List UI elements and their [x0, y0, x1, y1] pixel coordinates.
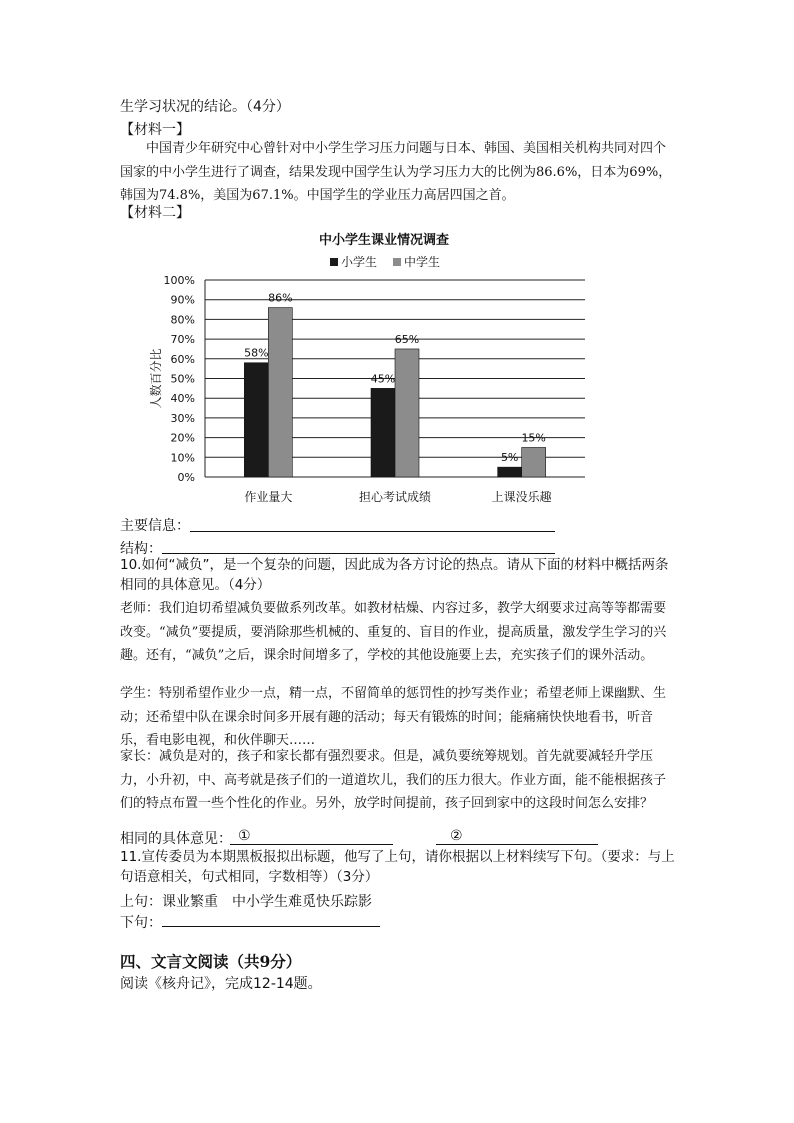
q10-answer-label: 相同的具体意见：	[120, 831, 232, 847]
y-tick-label: 60%	[170, 352, 195, 366]
top-line: 生学习状况的结论。（4分）	[120, 99, 290, 115]
x-axis-ticks	[244, 489, 551, 504]
y-tick-label: 0%	[177, 471, 195, 484]
legend-swatch-0	[330, 258, 338, 266]
bar-2-0	[498, 467, 522, 477]
y-tick-label: 30%	[170, 411, 195, 425]
q11-lower-label: 下句：	[120, 915, 162, 931]
q10-text: 10.如何“减负”，是一个复杂的问题，因此成为各方讨论的热点。请从下面的材料中概括两条相同的具体意见。（4分）	[120, 557, 669, 593]
q10-blank1-marker: ①	[238, 828, 251, 844]
chart-legend	[330, 254, 440, 269]
y-tick-label: 20%	[170, 431, 195, 445]
material1-heading: 【材料一】	[120, 122, 190, 138]
bar-value-label: 86%	[268, 291, 293, 305]
bar-value-label: 65%	[394, 332, 420, 346]
chart-title: 中小学生课业情况调查	[318, 233, 450, 248]
q10-student: 学生：特别希望作业少一点，精一点，不留简单的惩罚性的抄写类作业；希望老师上课幽默、生动；还希望中队在课余时间多开展有趣的活动；每天有锻炼的时间；能痛痛快快地看书，听音乐，看电影电视，和伙伴聊天……	[120, 686, 667, 748]
x-tick-label: 上课没乐趣	[491, 490, 552, 504]
y-tick-label: 10%	[170, 451, 195, 465]
bar-0-1	[268, 308, 292, 477]
q10-teacher: 老师：我们迫切希望减负要做系列改革。如教材枯燥、内容过多，教学大纲要求过高等等都需要改变。“减负”要提质，要消除那些机械的、重复的、盲目的作业，提高质量，激发学生学习的兴趣。还有，“减负”之后，课余时间增多了，学校的其他设施要上去，充实孩子们的课外活动。	[120, 601, 667, 663]
bar-value-label: 45%	[370, 372, 396, 386]
bar-value-label: 5%	[500, 451, 519, 465]
section4-heading: 四、文言文阅读（共9分）	[120, 952, 302, 971]
bar-0-0	[244, 363, 268, 477]
q11-lower-blank[interactable]	[162, 926, 380, 927]
y-tick-label: 40%	[170, 392, 195, 406]
q11-upper: 上句：课业繁重 中小学生难觅快乐踪影	[120, 894, 372, 910]
material1-text: 中国青少年研究中心曾针对中小学生学习压力问题与日本、韩国、美国相关机构共同对四个国家的中小学生进行了调查，结果发现中国学生认为学习压力大的比例为86.6%，日本为69%，韩国为74.8%，美国为67.1%。中国学生的学业压力高居四国之首。	[120, 141, 672, 203]
bar-value-label: 15%	[521, 431, 546, 445]
bar-2-1	[522, 447, 546, 477]
main-info-blank[interactable]	[190, 531, 555, 532]
y-tick-label: 100%	[163, 274, 195, 287]
y-axis-label: 人数百分比	[149, 348, 163, 409]
legend-label-1: 中学生	[404, 255, 441, 269]
section4-instruction: 阅读《核舟记》，完成12-14题。	[120, 976, 322, 992]
q10-parent: 家长：减负是对的，孩子和家长都有强烈要求。但是，减负要统筹规划。首先就要减轻升学压力，小升初，中、高考就是孩子们的一道道坎儿，我们的压力很大。作业方面，能不能根据孩子们的特点布置一些个性化的作业。另外，放学时间提前，孩子回到家中的这段时间怎么安排？	[120, 749, 667, 811]
structure-blank[interactable]	[162, 553, 555, 554]
y-tick-label: 70%	[170, 333, 195, 347]
x-tick-label: 作业量大	[244, 490, 293, 504]
y-tick-label: 50%	[170, 372, 195, 386]
bar-chart	[0, 222, 794, 512]
y-tick-label: 90%	[170, 293, 195, 307]
q10-blank2-marker: ②	[450, 828, 463, 844]
x-tick-label: 担心考试成绩	[358, 490, 432, 504]
material2-heading: 【材料二】	[120, 205, 190, 221]
structure-label: 结构：	[120, 541, 162, 557]
q11-text: 11.宣传委员为本期黑板报拟出标题，他写了上句，请你根据以上材料续写下句。（要求：与上句语意相关，句式相同，字数相等）（3分）	[120, 849, 675, 885]
main-info-label: 主要信息：	[120, 518, 190, 534]
bar-1-1	[395, 349, 419, 477]
legend-label-0: 小学生	[341, 255, 378, 269]
legend-swatch-1	[393, 258, 401, 266]
q10-blank1[interactable]	[230, 844, 393, 845]
q10-blank2[interactable]	[436, 844, 598, 845]
y-tick-label: 80%	[170, 313, 195, 327]
y-axis-ticks	[164, 274, 195, 484]
bar-1-0	[371, 388, 395, 477]
bar-value-label: 58%	[244, 346, 269, 360]
